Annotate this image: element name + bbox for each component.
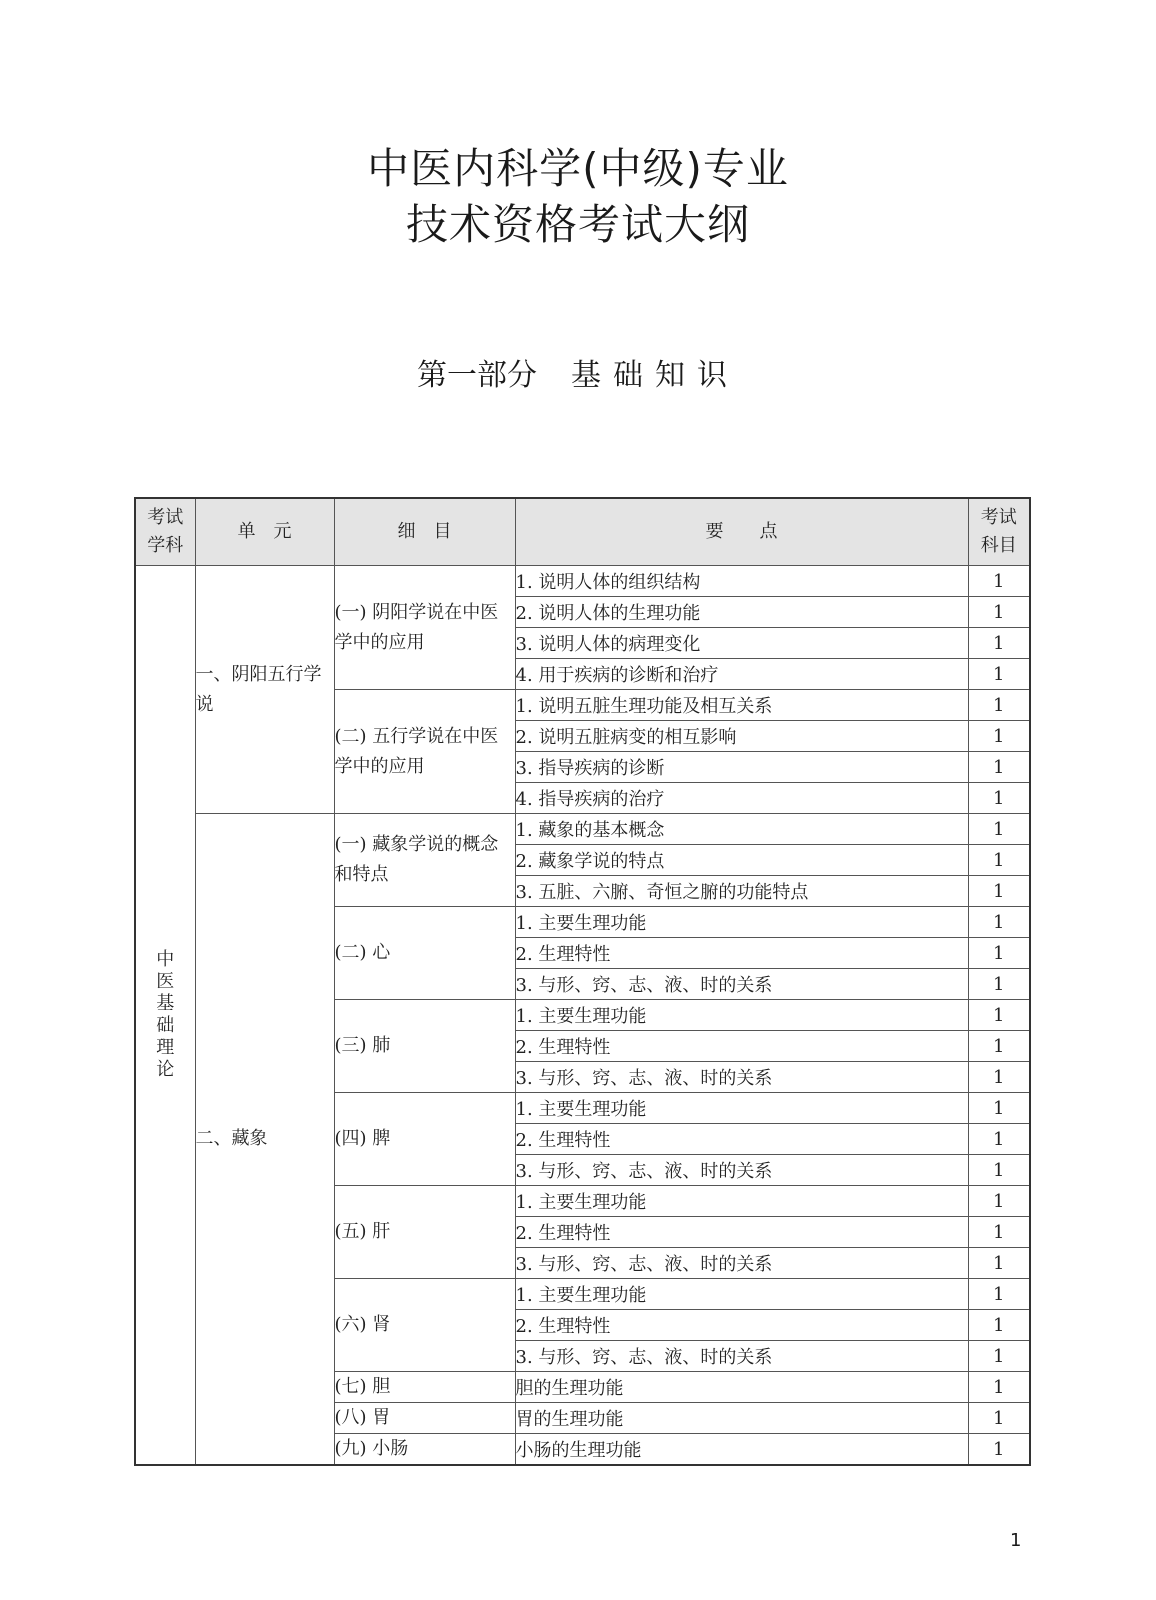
section-name: 基础知识 bbox=[571, 358, 739, 393]
table-header-row bbox=[135, 498, 1030, 566]
score-cell: 1 bbox=[968, 938, 1030, 969]
score-cell: 1 bbox=[968, 1062, 1030, 1093]
point-cell: 3. 与形、窍、志、液、时的关系 bbox=[515, 1062, 968, 1093]
header-score: 考试科目 bbox=[968, 498, 1030, 566]
point-cell: 1. 说明五脏生理功能及相互关系 bbox=[515, 690, 968, 721]
point-cell: 1. 说明人体的组织结构 bbox=[515, 566, 968, 597]
item-cell: (一) 藏象学说的概念和特点 bbox=[334, 814, 515, 907]
section-heading bbox=[0, 356, 1156, 396]
score-cell: 1 bbox=[968, 1310, 1030, 1341]
point-cell: 2. 生理特性 bbox=[515, 938, 968, 969]
score-cell: 1 bbox=[968, 845, 1030, 876]
point-cell: 3. 与形、窍、志、液、时的关系 bbox=[515, 969, 968, 1000]
score-cell: 1 bbox=[968, 597, 1030, 628]
point-cell: 2. 藏象学说的特点 bbox=[515, 845, 968, 876]
table-body bbox=[135, 566, 1030, 1466]
score-cell: 1 bbox=[968, 566, 1030, 597]
score-cell: 1 bbox=[968, 1403, 1030, 1434]
point-cell: 3. 与形、窍、志、液、时的关系 bbox=[515, 1341, 968, 1372]
score-cell: 1 bbox=[968, 1341, 1030, 1372]
point-cell: 1. 主要生理功能 bbox=[515, 1186, 968, 1217]
score-cell: 1 bbox=[968, 1248, 1030, 1279]
item-cell: (三) 肺 bbox=[334, 1000, 515, 1093]
score-cell: 1 bbox=[968, 721, 1030, 752]
header-item: 细 目 bbox=[334, 498, 515, 566]
score-cell: 1 bbox=[968, 1434, 1030, 1466]
point-cell: 胆的生理功能 bbox=[515, 1372, 968, 1403]
point-cell: 3. 五脏、六腑、奇恒之腑的功能特点 bbox=[515, 876, 968, 907]
subject-cell: 中医基础理论 bbox=[135, 566, 195, 1466]
score-cell: 1 bbox=[968, 876, 1030, 907]
score-cell: 1 bbox=[968, 1155, 1030, 1186]
header-unit: 单 元 bbox=[195, 498, 334, 566]
item-cell: (八) 胃 bbox=[334, 1403, 515, 1434]
header-subject: 考试学科 bbox=[135, 498, 195, 566]
point-cell: 2. 说明人体的生理功能 bbox=[515, 597, 968, 628]
document-title-line2: 技术资格考试大纲 bbox=[405, 200, 750, 249]
section-part: 第一部分 bbox=[417, 358, 537, 393]
item-cell: (七) 胆 bbox=[334, 1372, 515, 1403]
document-title-line1: 中医内科学(中级)专业 bbox=[367, 144, 789, 193]
unit-cell: 一、阴阳五行学说 bbox=[195, 566, 334, 814]
score-cell: 1 bbox=[968, 690, 1030, 721]
item-cell: (九) 小肠 bbox=[334, 1434, 515, 1466]
item-cell: (六) 肾 bbox=[334, 1279, 515, 1372]
score-cell: 1 bbox=[968, 1124, 1030, 1155]
point-cell: 2. 生理特性 bbox=[515, 1124, 968, 1155]
point-cell: 1. 主要生理功能 bbox=[515, 1279, 968, 1310]
score-cell: 1 bbox=[968, 969, 1030, 1000]
unit-cell: 二、藏象 bbox=[195, 814, 334, 1466]
item-cell: (一) 阴阳学说在中医学中的应用 bbox=[334, 566, 515, 690]
score-cell: 1 bbox=[968, 628, 1030, 659]
point-cell: 3. 指导疾病的诊断 bbox=[515, 752, 968, 783]
point-cell: 胃的生理功能 bbox=[515, 1403, 968, 1434]
point-cell: 1. 主要生理功能 bbox=[515, 1000, 968, 1031]
item-cell: (四) 脾 bbox=[334, 1093, 515, 1186]
point-cell: 2. 生理特性 bbox=[515, 1217, 968, 1248]
score-cell: 1 bbox=[968, 752, 1030, 783]
point-cell: 2. 说明五脏病变的相互影响 bbox=[515, 721, 968, 752]
point-cell: 小肠的生理功能 bbox=[515, 1434, 968, 1466]
point-cell: 1. 主要生理功能 bbox=[515, 1093, 968, 1124]
score-cell: 1 bbox=[968, 1000, 1030, 1031]
score-cell: 1 bbox=[968, 1093, 1030, 1124]
score-cell: 1 bbox=[968, 1372, 1030, 1403]
item-cell: (二) 五行学说在中医学中的应用 bbox=[334, 690, 515, 814]
point-cell: 2. 生理特性 bbox=[515, 1310, 968, 1341]
point-cell: 2. 生理特性 bbox=[515, 1031, 968, 1062]
table-row bbox=[135, 814, 1030, 845]
point-cell: 3. 说明人体的病理变化 bbox=[515, 628, 968, 659]
score-cell: 1 bbox=[968, 783, 1030, 814]
header-points: 要 点 bbox=[515, 498, 968, 566]
score-cell: 1 bbox=[968, 1217, 1030, 1248]
score-cell: 1 bbox=[968, 907, 1030, 938]
table-row bbox=[135, 566, 1030, 597]
point-cell: 3. 与形、窍、志、液、时的关系 bbox=[515, 1248, 968, 1279]
item-cell: (五) 肝 bbox=[334, 1186, 515, 1279]
score-cell: 1 bbox=[968, 1031, 1030, 1062]
point-cell: 1. 主要生理功能 bbox=[515, 907, 968, 938]
score-cell: 1 bbox=[968, 659, 1030, 690]
point-cell: 4. 指导疾病的治疗 bbox=[515, 783, 968, 814]
score-cell: 1 bbox=[968, 814, 1030, 845]
score-cell: 1 bbox=[968, 1279, 1030, 1310]
point-cell: 3. 与形、窍、志、液、时的关系 bbox=[515, 1155, 968, 1186]
point-cell: 1. 藏象的基本概念 bbox=[515, 814, 968, 845]
score-cell: 1 bbox=[968, 1186, 1030, 1217]
syllabus-table bbox=[134, 497, 1031, 1466]
page-number: 1 bbox=[1010, 1530, 1022, 1551]
point-cell: 4. 用于疾病的诊断和治疗 bbox=[515, 659, 968, 690]
item-cell: (二) 心 bbox=[334, 907, 515, 1000]
